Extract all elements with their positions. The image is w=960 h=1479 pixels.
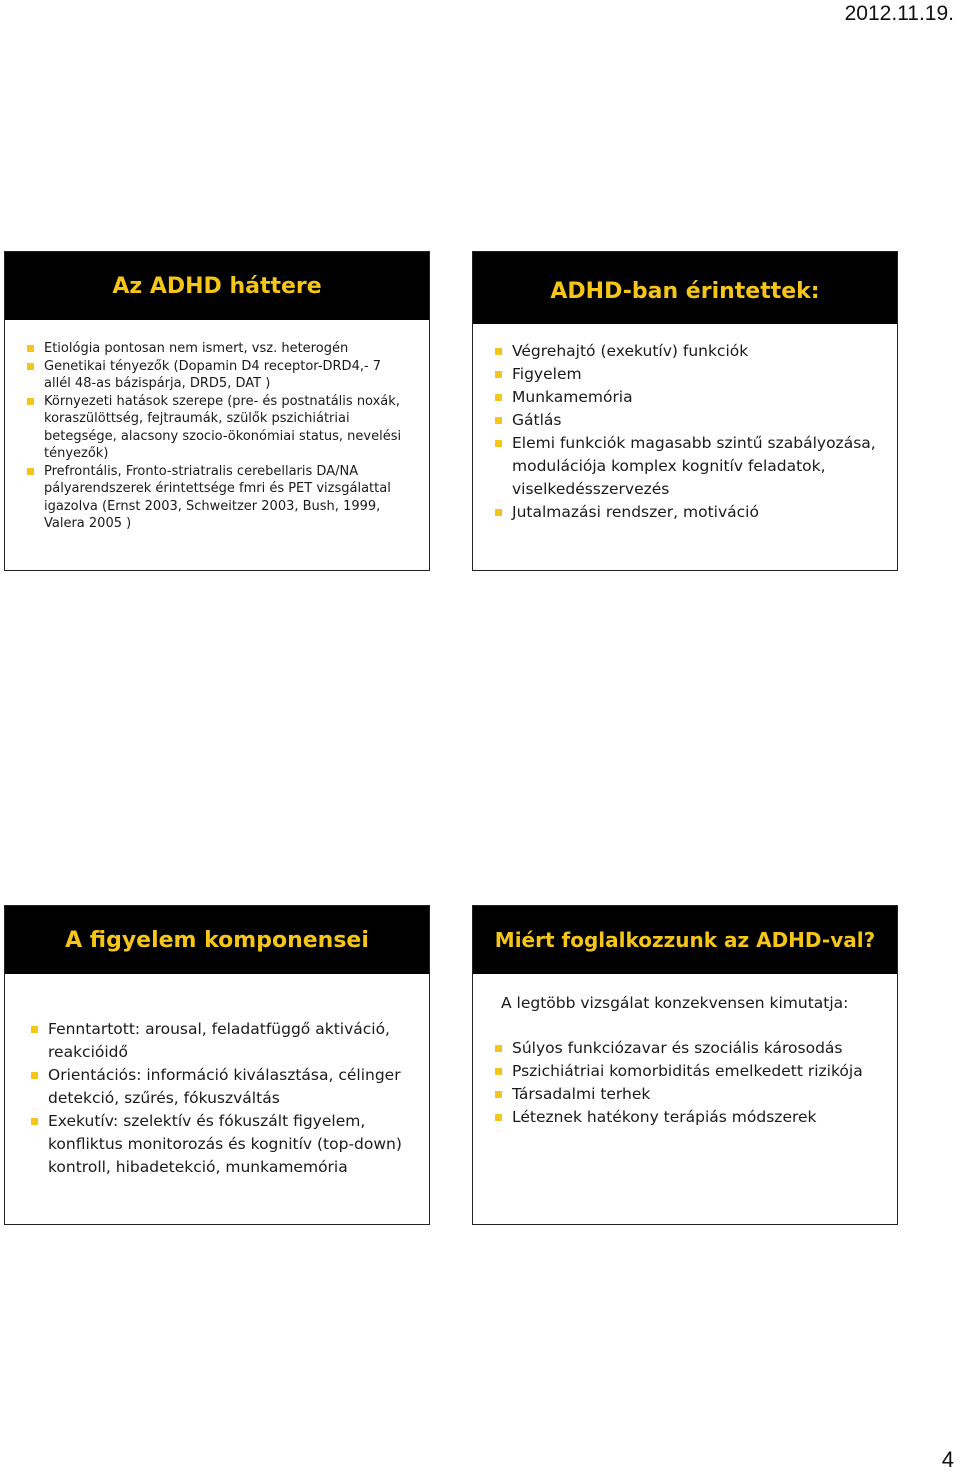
square-bullet-icon — [495, 1045, 502, 1052]
list-item: Léteznek hatékony terápiás módszerek — [495, 1106, 879, 1129]
bullet-list — [495, 340, 879, 524]
list-item: Prefrontális, Fronto-striatralis cerebellaris DA/NA pályarendszerek érintettsége fmri és PET vizsgálattal igazolva (Ernst 2003, Schweitzer 2003, Bush, 1999, Valera 2005 ) — [27, 463, 411, 533]
list-item: Etiológia pontosan nem ismert, vsz. heterogén — [27, 340, 411, 358]
slide-adhd-ban-erintettek — [472, 251, 898, 571]
list-item: Munkamemória — [495, 386, 879, 409]
square-bullet-icon — [27, 363, 34, 370]
slide-a-figyelem-komponensei — [4, 905, 430, 1225]
square-bullet-icon — [495, 1114, 502, 1121]
slide-body — [473, 324, 897, 524]
list-item: Exekutív: szelektív és fókuszált figyelem, konfliktus monitorozás és kognitív (top-down) kontroll, hibadetekció, munkamemória — [31, 1110, 411, 1179]
square-bullet-icon — [495, 417, 502, 424]
slide-title: ADHD-ban érintettek: — [473, 252, 897, 324]
square-bullet-icon — [495, 1091, 502, 1098]
slide-body — [5, 974, 429, 1179]
square-bullet-icon — [27, 398, 34, 405]
square-bullet-icon — [495, 371, 502, 378]
slide-intro: A legtöbb vizsgálat konzekvensen kimutatja: — [501, 994, 849, 1012]
slide-miert-foglalkozzunk — [472, 905, 898, 1225]
list-item: Társadalmi terhek — [495, 1083, 879, 1106]
slide-title: Az ADHD háttere — [5, 252, 429, 320]
list-item: Pszichiátriai komorbiditás emelkedett rizikója — [495, 1060, 879, 1083]
list-item: Elemi funkciók magasabb szintű szabályozása, modulációja komplex kognitív feladatok, viselkedésszervezés — [495, 432, 879, 501]
slide-title: Miért foglalkozzunk az ADHD-val? — [473, 906, 897, 974]
list-item: Jutalmazási rendszer, motiváció — [495, 501, 879, 524]
square-bullet-icon — [31, 1026, 38, 1033]
page-number: 4 — [941, 1447, 954, 1472]
list-item: Figyelem — [495, 363, 879, 386]
square-bullet-icon — [495, 440, 502, 447]
bullet-list — [27, 340, 411, 533]
bullet-list — [31, 1018, 411, 1179]
bullet-list — [495, 1037, 879, 1129]
list-item: Súlyos funkciózavar és szociális károsodás — [495, 1037, 879, 1060]
square-bullet-icon — [495, 348, 502, 355]
list-item: Genetikai tényezők (Dopamin D4 receptor-DRD4,- 7 allél 48-as bázispárja, DRD5, DAT ) — [27, 358, 411, 393]
slide-title: A figyelem komponensei — [5, 906, 429, 974]
square-bullet-icon — [31, 1072, 38, 1079]
list-item: Fenntartott: arousal, feladatfüggő aktiváció, reakcióidő — [31, 1018, 411, 1064]
square-bullet-icon — [495, 1068, 502, 1075]
square-bullet-icon — [495, 394, 502, 401]
square-bullet-icon — [27, 345, 34, 352]
square-bullet-icon — [27, 468, 34, 475]
list-item: Végrehajtó (exekutív) funkciók — [495, 340, 879, 363]
square-bullet-icon — [31, 1118, 38, 1125]
page-date: 2012.11.19. — [844, 2, 954, 25]
list-item: Orientációs: információ kiválasztása, célinger detekció, szűrés, fókuszváltás — [31, 1064, 411, 1110]
slide-body — [5, 320, 429, 533]
list-item: Gátlás — [495, 409, 879, 432]
list-item: Környezeti hatások szerepe (pre- és postnatális noxák, koraszülöttség, fejtraumák, szülők pszichiátriai betegsége, alacsony szocio-ökonómiai status, nevelési tényezők) — [27, 393, 411, 463]
slide-body — [473, 974, 897, 1129]
square-bullet-icon — [495, 509, 502, 516]
slide-az-adhd-hattere — [4, 251, 430, 571]
